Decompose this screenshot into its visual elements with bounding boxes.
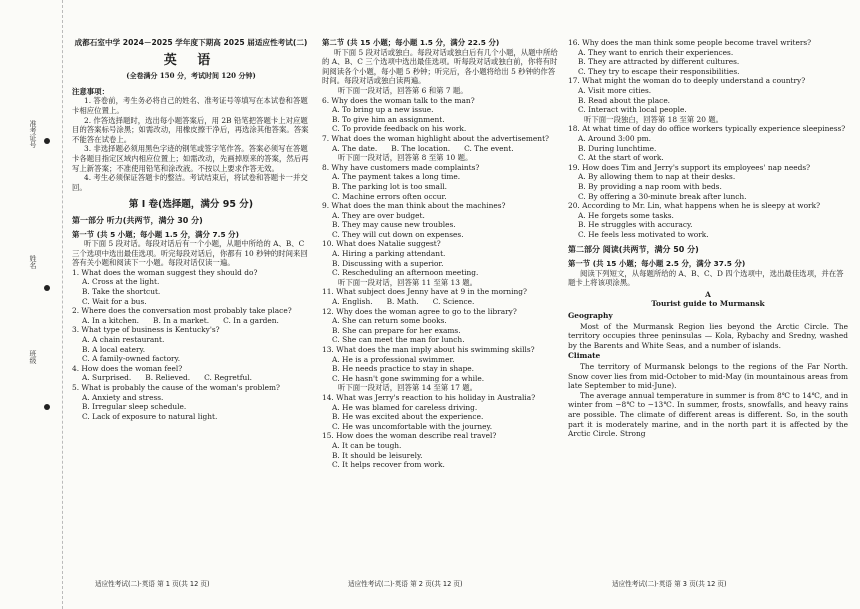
answer-option: B. During lunchtime. (578, 143, 657, 153)
answer-option: A. They are over budget. (332, 210, 425, 220)
answer-option: C. To provide feedback on his work. (332, 124, 467, 134)
answer-option: A. In a kitchen. (82, 315, 140, 325)
answer-option: B. The location. (391, 143, 451, 153)
answer-options (72, 277, 310, 306)
page-footer: 适应性考试(二)·英语 第 2 页(共 12 页) (348, 580, 463, 588)
answer-options (322, 316, 560, 345)
answer-option: C. They will cut down on expenses. (332, 229, 464, 239)
passage-paragraph: Most of the Murmansk Region lies beyond the Arctic Circle. The territory occupies three peninsulas — Kola, Rybachy and Sredny, washed by the Barents and White Seas, and a number of islands. (568, 321, 848, 350)
question-stem: 5. What is probably the cause of the woman's problem? (72, 383, 280, 392)
answer-option: B. A local eatery. (82, 344, 146, 354)
question-stem: 13. What does the man imply about his swimming skills? (322, 345, 535, 354)
column-page-1 (72, 38, 310, 421)
passage-title: Tourist guide to Murmansk (651, 299, 765, 309)
answer-option: C. A family-owned factory. (82, 354, 181, 364)
answer-option: B. Relieved. (145, 373, 191, 383)
answer-option: B. He struggles with accuracy. (578, 220, 693, 230)
notice-item: 3. 非选择题必须用黑色字迹的钢笔或签字笔作答。答案必须写在答题卡各题目指定区域内相应位置上；如需改动，先画掉原来的答案，然后再写上新答案；不准使用铅笔和涂改液。不按以上要求作答无效。 (72, 144, 309, 173)
answer-option: C. Science. (432, 297, 475, 307)
answer-option: A. Cross at the light. (82, 277, 160, 287)
passage-paragraph: The territory of Murmansk belongs to the regions of the Far North. Snow cover lies from mid-October to mid-May (in mountainous areas from late September to mid-June). (568, 362, 848, 391)
answer-options (568, 86, 848, 115)
question-stem: 18. At what time of day do office workers typically experience sleepiness? (568, 124, 846, 134)
notice-item: 1. 答卷前，考生务必将自己的姓名、准考证号等填写在本试卷和答题卡相应位置上。 (72, 96, 308, 115)
section-heading: 第二节 (共 15 小题；每小题 1.5 分，满分 22.5 分) (322, 38, 500, 47)
question-stem: 9. What does the man think about the machines? (322, 201, 506, 211)
answer-option: C. Rescheduling an afternoon meeting. (332, 268, 479, 278)
section-heading: 第一节 (共 15 小题；每小题 2.5 分，满分 37.5 分) (568, 259, 746, 269)
answer-options (568, 211, 848, 240)
binding-label-class: 班级 (29, 350, 37, 364)
question-stem: 19. How does Tim and Jerry's support its employees' nap needs? (568, 162, 811, 172)
answer-option: A. Anxiety and stress. (82, 392, 164, 402)
answer-option: B. Read about the place. (578, 95, 671, 105)
answer-option: C. He hasn't gone swimming for a while. (332, 373, 485, 383)
answer-options (322, 172, 560, 201)
listening-instruction: 听下面一段独白，回答第 18 至第 20 题。 (584, 114, 724, 124)
column-page-3 (568, 38, 848, 439)
answer-options (322, 297, 560, 307)
answer-options (72, 373, 310, 383)
passage-subheading: Climate (568, 351, 601, 361)
answer-option: C. In a garden. (223, 315, 279, 325)
answer-option: A. They want to enrich their experiences. (578, 47, 734, 57)
answer-option: B. It should be leisurely. (332, 450, 423, 460)
answer-option: C. Regretful. (204, 373, 252, 383)
page-footer: 适应性考试(二)·英语 第 1 页(共 12 页) (95, 580, 210, 588)
answer-option: A. He was blamed for careless driving. (332, 402, 478, 412)
answer-options (568, 172, 848, 201)
answer-option: C. He was uncomfortable with the journey. (332, 421, 493, 431)
question-stem: 6. Why does the woman talk to the man? (322, 95, 475, 105)
answer-option: A. Visit more cities. (578, 85, 652, 95)
notice-item: 4. 考生必须保证答题卡的整洁。考试结束后，将试卷和答题卡一并交回。 (72, 173, 308, 192)
binding-hole (44, 285, 50, 291)
question-stem: 20. According to Mr. Lin, what happens when he is sleepy at work? (568, 201, 821, 211)
answer-options (72, 316, 310, 326)
passage-letter: A (705, 289, 711, 299)
answer-option: C. Interact with local people. (578, 105, 687, 115)
listening-instruction: 听下面一段对话，回答第 11 至第 13 题。 (338, 277, 478, 287)
answer-option: B. He was excited about the experience. (332, 412, 484, 422)
question-list (72, 268, 310, 422)
question-stem: 11. What subject does Jenny have at 9 in the morning? (322, 287, 528, 297)
answer-options (568, 134, 848, 163)
answer-option: B. They are attracted by different cultures. (578, 57, 740, 67)
answer-option: C. Machine errors often occur. (332, 191, 447, 201)
answer-option: B. In a market. (153, 315, 210, 325)
answer-option: C. Wait for a bus. (82, 296, 147, 306)
answer-option: B. Take the shortcut. (82, 287, 161, 297)
question-list (568, 38, 848, 239)
listening-instruction: 听下面一段对话，回答第 6 和第 7 题。 (338, 85, 468, 95)
answer-option: B. Math. (386, 297, 419, 307)
answer-options (322, 105, 560, 134)
answer-options (322, 355, 560, 384)
answer-option: C. At the start of work. (578, 153, 664, 163)
binding-label-exam-number: 准考证号 (29, 120, 37, 148)
answer-option: B. Irregular sleep schedule. (82, 402, 187, 412)
answer-option: B. She can prepare for her exams. (332, 325, 461, 335)
question-stem: 3. What type of business is Kentucky's? (72, 325, 220, 335)
question-stem: 2. Where does the conversation most probably take place? (72, 306, 292, 316)
answer-option: B. The parking lot is too small. (332, 181, 448, 191)
binding-margin (0, 0, 63, 609)
question-stem: 1. What does the woman suggest they should do? (72, 267, 258, 277)
subject-title: 英 语 (163, 52, 219, 68)
notice-block (72, 87, 310, 193)
question-stem: 7. What does the woman highlight about the advertisement? (322, 133, 549, 143)
listening-instruction: 听下面一段对话，回答第 8 至第 10 题。 (338, 153, 473, 163)
answer-options (322, 211, 560, 240)
question-stem: 14. What was Jerry's reaction to his holiday in Australia? (322, 392, 536, 402)
answer-option: A. A chain restaurant. (82, 335, 165, 345)
answer-option: C. He feels less motivated to work. (578, 229, 709, 239)
section-instructions: 听下面 5 段对话或独白。每段对话或独白后有几个小题，从题中所给的 A、B、C 三个选项中选出最佳选项。听每段对话或独白前，你将有时间阅读各个小题，每小题 5 秒钟；听完后，各小题将给出 5 秒钟的作答时间。每段对话或独白读两遍。 (322, 47, 558, 86)
answer-options (72, 393, 310, 422)
answer-option: A. English. (332, 297, 373, 307)
answer-options (322, 403, 560, 432)
answer-option: C. She can meet the man for lunch. (332, 335, 465, 345)
binding-hole (44, 404, 50, 410)
answer-option: A. He is a professional swimmer. (332, 354, 455, 364)
answer-option: A. The date. (332, 143, 378, 153)
answer-option: C. The event. (464, 143, 514, 153)
question-stem: 15. How does the woman describe real travel? (322, 431, 497, 441)
answer-option: C. Lack of exposure to natural light. (82, 411, 218, 421)
answer-option: B. They may cause new troubles. (332, 220, 456, 230)
answer-option: A. To bring up a new issue. (332, 105, 434, 115)
answer-option: A. She can return some books. (332, 316, 447, 326)
answer-option: B. Discussing with a superior. (332, 258, 444, 268)
answer-option: A. He forgets some tasks. (578, 210, 674, 220)
answer-option: A. It can be tough. (332, 440, 402, 450)
answer-option: A. Surprised. (82, 373, 132, 383)
answer-option: A. Around 3:00 pm. (578, 133, 651, 143)
question-stem: 12. Why does the woman agree to go to the library? (322, 306, 517, 316)
answer-option: C. They try to escape their responsibilities. (578, 66, 740, 76)
listening-instruction: 听下面一段对话，回答第 14 至第 17 题。 (338, 383, 478, 393)
answer-options (322, 249, 560, 278)
part-heading: 第一部分 听力(共两节，满分 30 分) (72, 215, 203, 225)
question-stem: 16. Why does the man think some people become travel writers? (568, 38, 812, 47)
answer-option: B. He needs practice to stay in shape. (332, 364, 475, 374)
section-instructions: 听下面 5 段对话。每段对话后有一个小题，从题中所给的 A、B、C 三个选项中选出最佳选项。听完每段对话后，你都有 10 秒钟的时间来回答有关小题和阅读下一小题。每段对话仅读一遍。 (72, 239, 308, 268)
question-list (322, 86, 560, 470)
question-stem: 10. What does Natalie suggest? (322, 239, 441, 249)
answer-option: C. It helps recover from work. (332, 460, 445, 470)
answer-option: A. The payment takes a long time. (332, 172, 461, 182)
answer-options (72, 335, 310, 364)
question-stem: 17. What might the woman do to deeply understand a country? (568, 76, 806, 86)
exam-meta: (全卷满分 150 分，考试时间 120 分钟) (126, 71, 256, 81)
notice-heading: 注意事项： (72, 86, 109, 96)
answer-options (322, 441, 560, 470)
binding-hole (44, 138, 50, 144)
section-heading: 第一节 (共 5 小题；每小题 1.5 分，满分 7.5 分) (72, 229, 239, 239)
part-heading: 第二部分 阅读(共两节，满分 50 分) (568, 245, 699, 255)
answer-option: A. By allowing them to nap at their desks. (578, 172, 736, 182)
binding-label-name: 姓名 (29, 255, 37, 269)
passage-subheading: Geography (568, 311, 613, 321)
page-footer: 适应性考试(二)·英语 第 3 页(共 12 页) (612, 580, 727, 588)
volume-heading: 第 Ⅰ 卷(选择题，满分 95 分) (128, 199, 254, 211)
passage-paragraph: The average annual temperature in summer is from 8℃ to 14℃, and in winter from −8℃ to −13℃. In summer, frosts, snowfalls, and heavy rains are possible. The climate of different areas is different. So, in the south part it is moderately marine, and in the north part it is affected by the Arctic Circle. Strong (568, 390, 848, 439)
answer-options (322, 144, 560, 154)
column-page-2 (322, 38, 560, 470)
section-instructions: 阅读下列短文，从每题所给的 A、B、C、D 四个选项中，选出最佳选项，并在答题卡上将该项涂黑。 (568, 268, 844, 288)
notice-item: 2. 作答选择题时，选出每小题答案后，用 2B 铅笔把答题卡上对应题目的答案标号涂黑；如需改动，用橡皮擦干净后，再选涂其他答案。答案不能答在试卷上。 (72, 115, 309, 144)
exam-title: 成都石室中学 2024－2025 学年度下期高 2025 届适应性考试(二) (74, 38, 308, 47)
answer-option: C. By offering a 30-minute break after lunch. (578, 191, 747, 201)
answer-option: A. Hiring a parking attendant. (332, 249, 446, 259)
answer-options (568, 48, 848, 77)
question-stem: 4. How does the woman feel? (72, 363, 183, 373)
question-stem: 8. Why have customers made complaints? (322, 162, 480, 172)
answer-option: B. By providing a nap room with beds. (578, 181, 722, 191)
answer-option: B. To give him an assignment. (332, 114, 445, 124)
